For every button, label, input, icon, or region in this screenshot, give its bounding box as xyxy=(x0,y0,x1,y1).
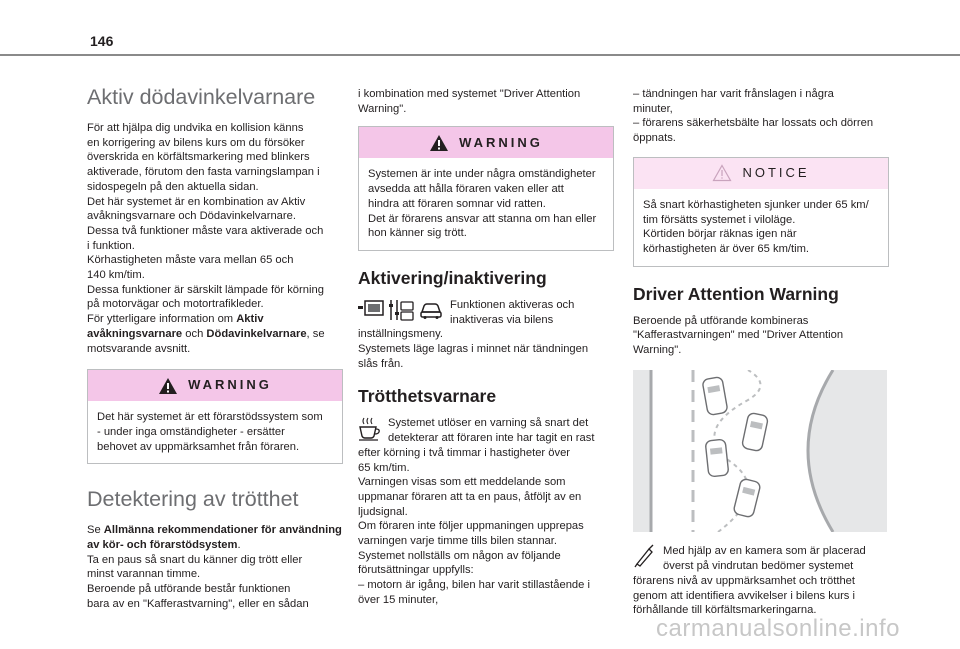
settings-icons xyxy=(358,298,444,322)
heading-blind-spot: Aktiv dödavinkelvarnare xyxy=(87,85,316,109)
camera-text: förarens nivå av uppmärksamhet och trötthet genom att identifiera avvikelser i bilens kurs i förhållande till körfältsmarkeringarna. xyxy=(633,574,855,617)
column-3 xyxy=(633,87,889,618)
camera-block: Med hjälp av en kamera som är placerad överst på vindrutan bedömer systemet xyxy=(633,544,889,573)
fatigue-warning-text: efter körning i två timmar i hastigheter över 65 km/tim. Varningen visas som ett meddelande som uppmanar föraren att ta en paus, åtföljt av en ljudsignal. Om föraren inte följer uppmaningen upprepas varningen varje timme tills bilen stannar. Systemet nollställs om någon av följande förutsättningar uppfylls: – motorn är igång, bilen har varit stillastående i över 15 minuter, xyxy=(358,446,590,606)
header-rule xyxy=(0,54,960,56)
warning-box-1 xyxy=(87,369,343,464)
see-recommendations: Se Allmänna rekommendationer för användning av kör- och förarstödsystem. xyxy=(87,524,342,552)
fatigue-text: Ta en paus så snart du känner dig trött eller minst varannan timme. Beroende på utförande består funktionen bara av en "Kafferastvarning", eller en sådan xyxy=(87,553,309,610)
warning-triangle-icon xyxy=(158,377,178,395)
activation-block: Funktionen aktiveras och inaktiveras via bilens xyxy=(358,298,614,327)
settings-sliders-icon xyxy=(388,298,414,322)
warning-text: Det här systemet är ett förarstödssystem som - under inga omständigheter - ersätter behovet av uppmärksamhet från föraren. xyxy=(97,411,323,453)
watermark: carmanualsonline.info xyxy=(656,615,900,642)
menu-screen-icon xyxy=(358,298,384,322)
heading-activation: Aktivering/inaktivering xyxy=(358,267,547,288)
fatigue-warning-block: Systemet utlöser en varning så snart det detekterar att föraren inte har tagit en rast xyxy=(358,416,614,445)
warning-triangle-icon xyxy=(429,134,449,152)
warning-box-2 xyxy=(358,126,614,251)
notice-triangle-icon xyxy=(712,164,732,182)
heading-fatigue-warning: Trötthetsvarnare xyxy=(358,386,497,407)
reset-conditions: – tändningen har varit frånslagen i några minuter, – förarens säkerhetsbälte har lossats och dörren öppnats. xyxy=(633,88,874,145)
coffee-cup-icon xyxy=(358,416,382,442)
page-number: 146 xyxy=(90,33,114,49)
warning-header xyxy=(88,370,342,401)
intro-text: i kombination med systemet "Driver Attention Warning". xyxy=(358,88,581,115)
warning-header xyxy=(359,127,613,158)
warning-title: WARNING xyxy=(459,134,543,150)
notice-header xyxy=(634,158,888,189)
warning-title: WARNING xyxy=(188,377,272,393)
more-info-paragraph: För ytterligare information om Aktiv avåkningsvarnare och Dödavinkelvarnare, se motsvarande avsnitt. xyxy=(87,313,325,355)
column-1 xyxy=(87,80,343,612)
blind-spot-text: För att hjälpa dig undvika en kollision känns en korrigering av bilens kurs om du försöker överskrida en körfältsmarkering med blinkers aktiverade, förutom den fasta varningslampan i sidospegeln på den aktuella sidan. Det här systemet är en kombination av Aktiv avåkningsvarnare och Dödavinkelvarnare. Dessa två funktioner måste vara aktiverade och i funktion. Körhastigheten måste vara mellan 65 och 140 km/tim. Dessa funktioner är särskilt lämpade för körning på motorvägar och motortrafikleder. xyxy=(87,122,324,311)
heading-fatigue-detection: Detektering av trötthet xyxy=(87,487,299,512)
notice-box xyxy=(633,157,889,267)
activation-text: inställningsmeny. Systemets läge lagras i minnet när tändningen slås från. xyxy=(358,328,589,370)
car-settings-icon xyxy=(418,298,444,322)
column-2 xyxy=(358,87,614,608)
daw-text: Beroende på utförande kombineras "Kafferastvarningen" med "Driver Attention Warning". xyxy=(633,314,844,357)
heading-driver-attention: Driver Attention Warning xyxy=(633,283,839,304)
warning-text: Systemen är inte under några omständigheter avsedda att hålla föraren vaken eller att hindra att föraren somnar vid ratten. Det är förarens ansvar att stanna om han eller hon känner sig trött. xyxy=(368,168,597,240)
notice-text: Så snart körhastigheten sjunker under 65 km/ tim försätts systemet i viloläge. Körtiden börjar räknas igen när körhastigheten är över 65 km/tim. xyxy=(643,198,869,255)
lane-drift-illustration xyxy=(633,370,887,532)
camera-pen-icon xyxy=(633,544,657,568)
notice-title: NOTICE xyxy=(742,164,810,180)
